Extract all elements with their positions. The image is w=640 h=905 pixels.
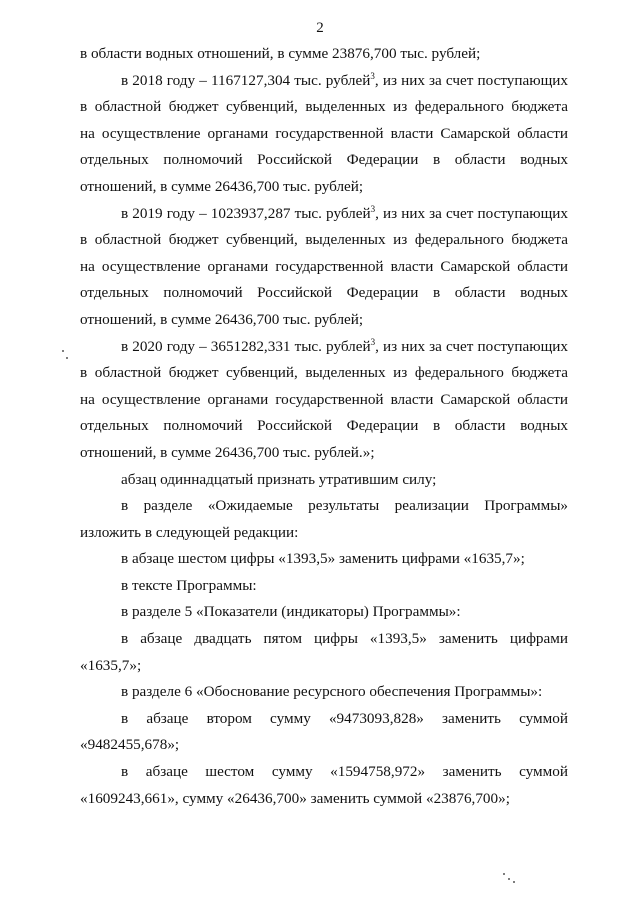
footnote-mark: 3 [370, 70, 375, 81]
text-line: на осуществление органами государственной власти Самарской области [80, 390, 568, 408]
text-line: «9482455,678»; [80, 736, 180, 754]
text-line: отдельных полномочий Российской Федерации в области водных [80, 151, 568, 169]
text-line: в области водных отношений, в сумме 23876,700 тыс. рублей; [80, 45, 481, 62]
text-fragment: , из них за счет поступающих [375, 337, 568, 355]
paragraph-abz6b [80, 759, 568, 786]
scan-speck [503, 873, 505, 875]
text-line [80, 334, 568, 361]
footnote-mark: 3 [370, 336, 376, 347]
paragraph-abz6b-cont [80, 786, 568, 813]
paragraph-2020-cont [80, 360, 568, 466]
text-line: изложить в следующей редакции: [80, 523, 299, 541]
text-line: в абзаце втором сумму «9473093,828» заменить суммой [121, 709, 568, 727]
footnote-mark: 3 [370, 203, 376, 214]
paragraph-section5 [80, 599, 568, 626]
text-fragment: , из них за счет поступающих [374, 71, 569, 89]
text-line: отдельных полномочий Российской Федерации в области водных [80, 417, 568, 435]
scan-speck [513, 881, 515, 883]
text-line: абзац одиннадцатый признать утратившим силу; [121, 470, 437, 488]
scan-speck [66, 357, 68, 359]
paragraph-abz6 [80, 546, 568, 573]
text-line: в разделе «Ожидаемые результаты реализации Программы» [121, 497, 568, 515]
text-line: в абзаце двадцать пятом цифры «1393,5» заменить цифрами [121, 630, 568, 648]
paragraph-abz11 [80, 467, 568, 494]
text-line: «1635,7»; [80, 656, 142, 674]
text-line: отношений, в сумме 26436,700 тыс. рублей; [80, 310, 364, 328]
text-line [80, 201, 568, 228]
document-body [80, 41, 568, 812]
paragraph-abz2 [80, 706, 568, 733]
paragraph-abz25-cont [80, 653, 568, 680]
text-line: отношений, в сумме 26436,700 тыс. рублей; [80, 177, 364, 195]
text-fragment: , из них за счет поступающих [375, 204, 568, 222]
paragraph-2020 [80, 334, 568, 361]
paragraph-2018-cont [80, 94, 568, 200]
text-line: «1609243,661», сумму «26436,700» заменить суммой «23876,700»; [80, 789, 510, 807]
text-line: на осуществление органами государственной власти Самарской области [80, 257, 568, 275]
text-line: на осуществление органами государственной власти Самарской области [80, 124, 568, 142]
text-line: отношений, в сумме 26436,700 тыс. рублей.»; [80, 443, 375, 461]
paragraph-expected-results-cont [80, 520, 568, 547]
text-line: в тексте Программы: [121, 576, 257, 594]
text-line: в абзаце шестом цифры «1393,5» заменить цифрами «1635,7»; [121, 550, 525, 568]
paragraph-2019 [80, 201, 568, 228]
paragraph-abz2-cont [80, 732, 568, 759]
text-line: отдельных полномочий Российской Федерации в области водных [80, 284, 568, 302]
paragraph-program-text [80, 573, 568, 600]
text-line: в областной бюджет субвенций, выделенных из федерального бюджета [80, 98, 568, 116]
paragraph-expected-results [80, 493, 568, 520]
scan-speck [508, 878, 510, 880]
text-line: в областной бюджет субвенций, выделенных из федерального бюджета [80, 231, 568, 249]
scan-speck [62, 350, 64, 352]
paragraph-2019-cont [80, 227, 568, 333]
year-amount-2020: в 2020 году – 3651282,331 тыс. рублей [121, 337, 371, 355]
page-number: 2 [316, 20, 324, 36]
paragraph-section6 [80, 679, 568, 706]
text-line: в абзаце шестом сумму «1594758,972» заменить суммой [121, 763, 568, 781]
paragraph-abz25 [80, 626, 568, 653]
year-amount-2018: в 2018 году – 1167127,304 тыс. рублей [121, 71, 371, 89]
text-line: в разделе 6 «Обоснование ресурсного обеспечения Программы»: [121, 683, 543, 701]
paragraph-line [80, 41, 568, 68]
year-amount-2019: в 2019 году – 1023937,287 тыс. рублей [121, 204, 371, 222]
text-line [80, 68, 568, 95]
text-line: в областной бюджет субвенций, выделенных из федерального бюджета [80, 364, 568, 382]
text-line: в разделе 5 «Показатели (индикаторы) Программы»: [121, 603, 461, 621]
paragraph-2018 [80, 68, 568, 95]
